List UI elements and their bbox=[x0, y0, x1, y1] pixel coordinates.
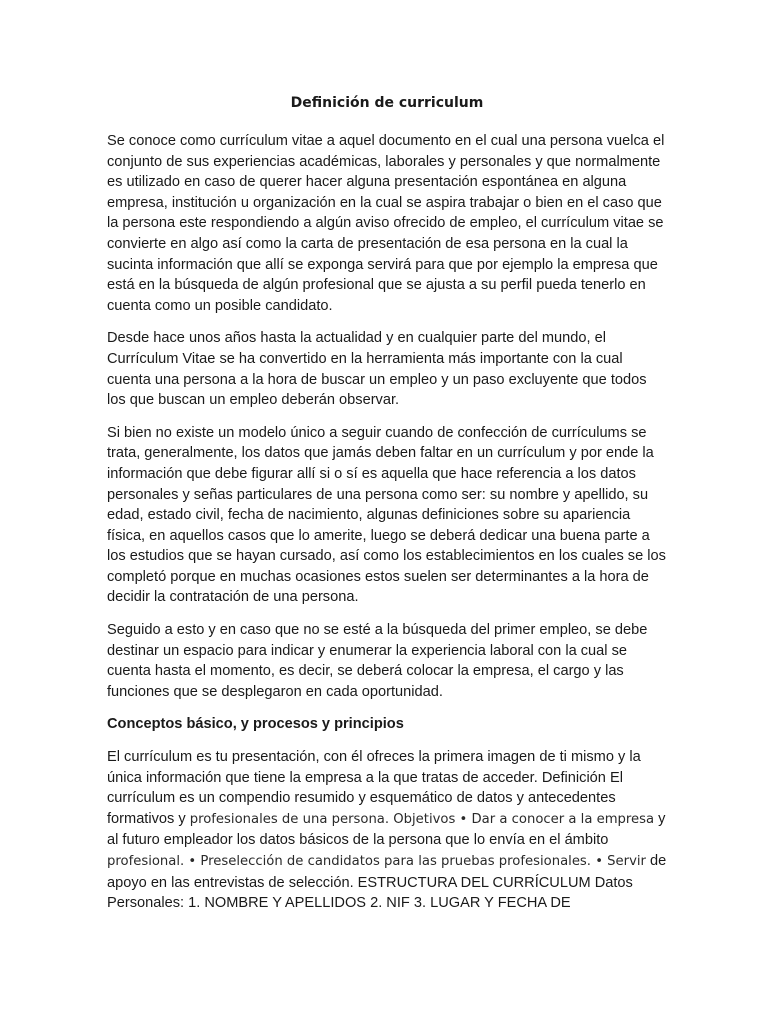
paragraph-4: Seguido a esto y en caso que no se esté a la búsqueda del primer empleo, se debe destinar un espacio para indicar y enumerar la experiencia laboral con la cual se cuenta hasta el momento, es decir, se deberá colocar la empresa, el cargo y las funciones que se desplegaron en cada oportunidad. bbox=[107, 622, 648, 700]
paragraph-5-part-3: y al futuro empleador los datos básicos de la persona que lo envía en el ámbito bbox=[107, 810, 666, 849]
paragraph-5-part-5: de apoyo en las entrevistas de selección. ESTRUCTURA DEL CURRÍCULUM Datos Personales: 1. NOMBRE Y APELLIDOS 2. NIF 3. LUGAR Y FECHA DE bbox=[107, 853, 667, 912]
paragraph-5-part-4: profesional. • Preselección de candidatos para las pruebas profesionales. • Servir bbox=[107, 854, 646, 869]
paragraph-5-part-1: El currículum es tu presentación, con él ofreces la primera imagen de ti mismo y la única información que tiene la empresa a la que tratas de acceder. Definición El currículum es un compendio resumido y esquemático de datos y antecedentes formativos y bbox=[107, 749, 641, 827]
paragraph-5-part-2: profesionales de una persona. Objetivos • Dar a conocer a la empresa bbox=[189, 811, 655, 827]
paragraph-3: Si bien no existe un modelo único a seguir cuando de confección de currículums se trata, generalmente, los datos que jamás deben faltar en un currículum y por ende la información que debe figurar allí si o sí es aquella que hace referencia a los datos personales y señas particulares de una persona como ser: su nombre y apellido, su edad, estado civil, fecha de nacimiento, algunas definiciones sobre su apariencia física, en aquellos casos que lo amerite, luego se deberá dedicar una buena parte a los estudios que se hayan cursado, así como los establecimientos en los cuales se los completó porque en muchas ocasiones estos suelen ser determinantes a la hora de decidir la contratación de una persona. bbox=[107, 424, 666, 606]
section-heading: Conceptos básico, y procesos y principios bbox=[107, 716, 404, 733]
paragraph-5 bbox=[107, 747, 667, 914]
paragraph-1: Se conoce como currículum vitae a aquel documento en el cual una persona vuelca el conjunto de sus experiencias académicas, laborales y personales y que normalmente es utilizado en caso de querer hacer alguna presentación espontánea en alguna empresa, institución u organización en la cual se aspira trabajar o bien en el caso que la persona este respondiendo a algún aviso ofrecido de empleo, el currículum vitae se convierte en algo así como la carta de presentación de esa persona en la cual la sucinta información que allí se exponga servirá para que por ejemplo la empresa que está en la búsqueda de algún profesional que se ajusta a su perfil pueda tenerlo en cuenta como un posible candidato. bbox=[107, 133, 665, 314]
document-title: Definición de curriculum bbox=[290, 95, 484, 111]
document-page bbox=[107, 92, 667, 926]
paragraph-2: Desde hace unos años hasta la actualidad y en cualquier parte del mundo, el Currículum Vitae se ha convertido en la herramienta más importante con la cual cuenta una persona a la hora de buscar un empleo y un paso excluyente que todos los que buscan un empleo deberán observar. bbox=[107, 330, 647, 409]
